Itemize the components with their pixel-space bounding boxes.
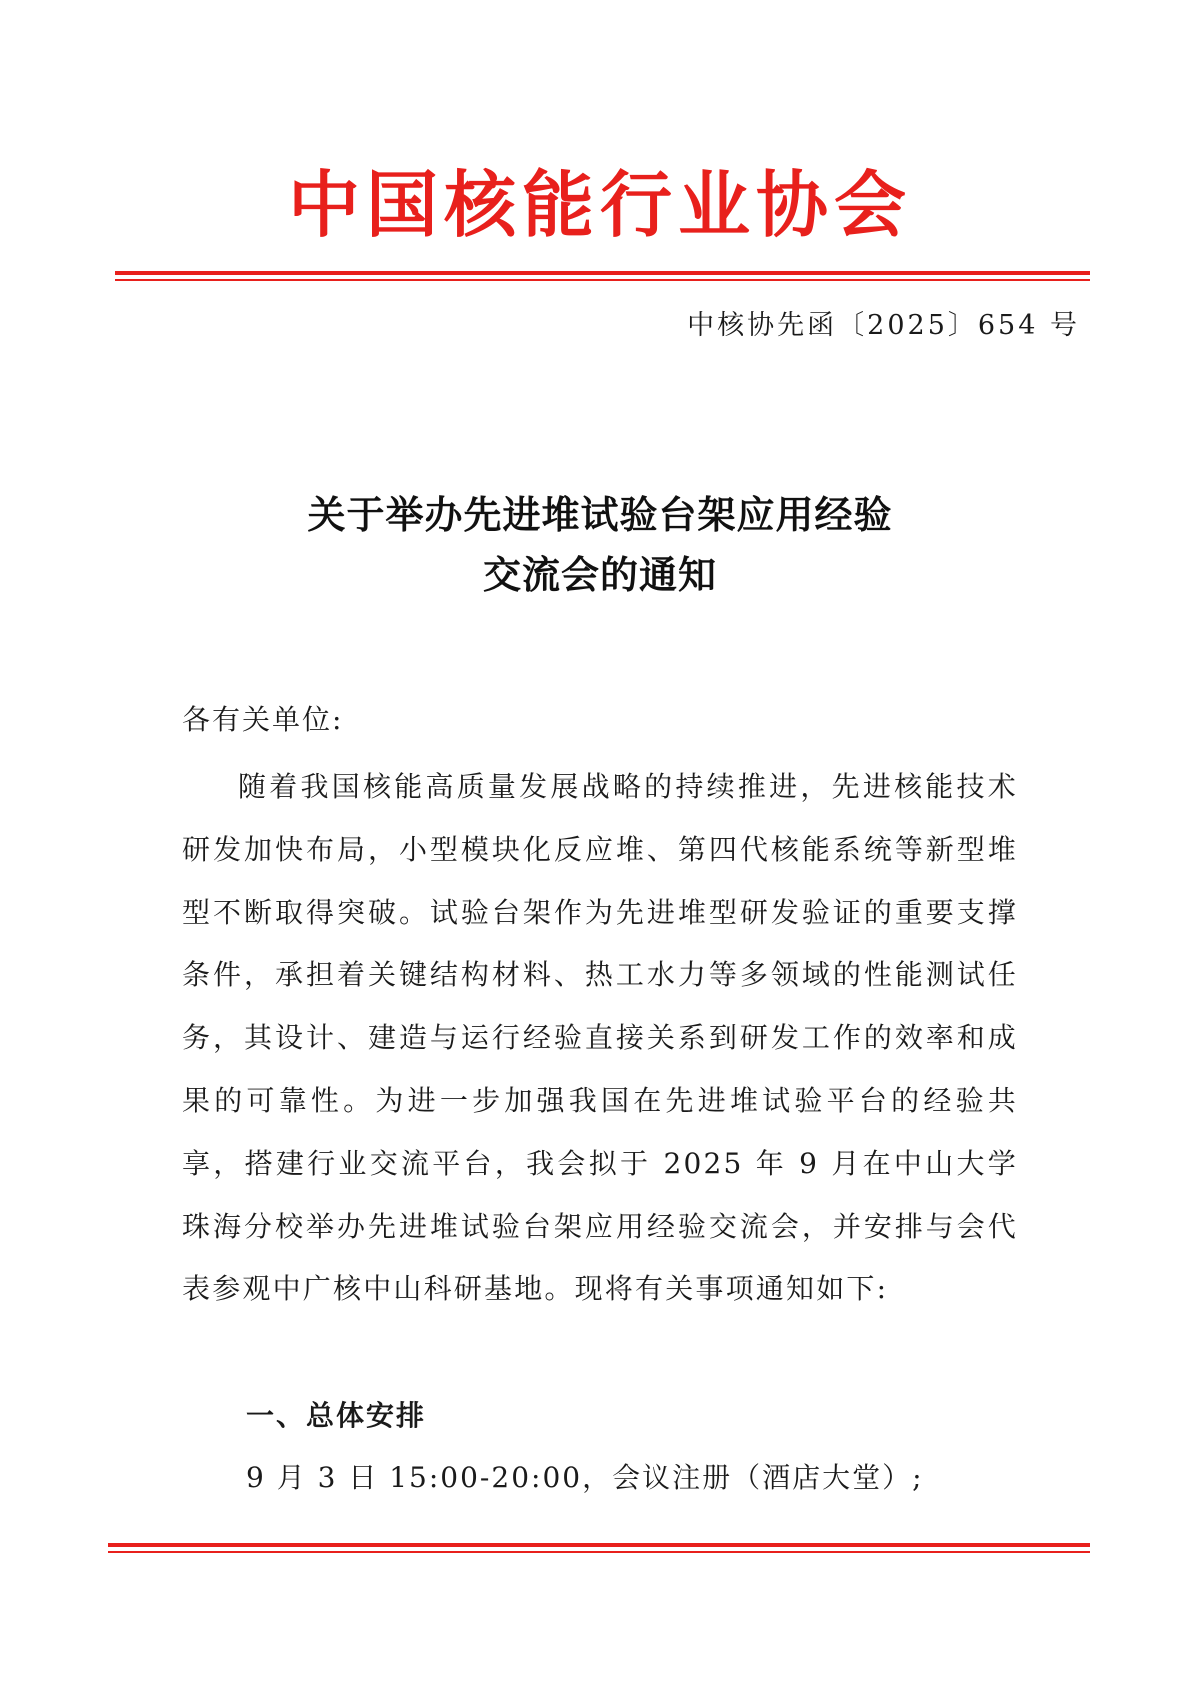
footer-rule-thin bbox=[108, 1551, 1090, 1553]
letterhead-rule-thick bbox=[115, 271, 1090, 275]
document-title-line-2: 交流会的通知 bbox=[482, 552, 717, 597]
salutation: 各有关单位: bbox=[182, 703, 344, 736]
document-number: 中核协先函〔2025〕654 号 bbox=[687, 310, 1080, 341]
document-title bbox=[0, 485, 1200, 605]
body-paragraph: 随着我国核能高质量发展战略的持续推进，先进核能技术研发加快布局，小型模块化反应堆、第四代核能系统等新型堆型不断取得突破。试验台架作为先进堆型研发验证的重要支撑条件，承担着关键结构材料、热工水力等多领域的性能测试任务，其设计、建造与运行经验直接关系到研发工作的效率和成果的可靠性。为进一步加强我国在先进堆试验平台的经验共享，搭建行业交流平台，我会拟于 2025 年 9 月在中山大学珠海分校举办先进堆试验台架应用经验交流会，并安排与会代表参观中广核中山科研基地。现将有关事项通知如下: bbox=[182, 770, 1018, 1306]
letterhead-org-name: 中国核能行业协会 bbox=[287, 163, 912, 247]
letterhead-rule-thin bbox=[115, 279, 1090, 281]
footer-rule-thick bbox=[108, 1543, 1090, 1547]
document-title-line-1: 关于举办先进堆试验台架应用经验 bbox=[307, 492, 893, 537]
schedule-line-registration: 9 月 3 日 15:00-20:00，会议注册（酒店大堂）; bbox=[246, 1461, 924, 1494]
section-heading-overall-arrangement: 一、总体安排 bbox=[246, 1399, 427, 1432]
